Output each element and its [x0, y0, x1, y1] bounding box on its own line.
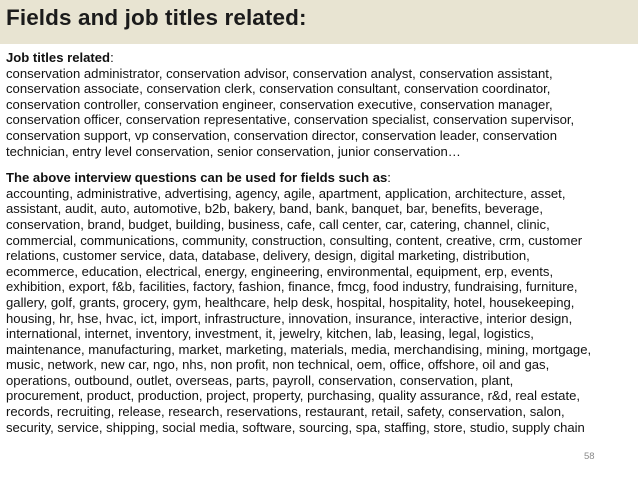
- fields-line: records, recruiting, release, research, reservations, restaurant, retail, safety, conservation, salon,: [6, 404, 565, 420]
- slide-content: [6, 50, 632, 435]
- fields-line: gallery, golf, grants, grocery, gym, healthcare, help desk, hospital, hospitality, hotel, housekeeping,: [6, 294, 575, 310]
- job-titles-list: [6, 66, 632, 160]
- fields-line: conservation, brand, budget, building, business, cafe, call center, car, catering, channel, clinic,: [6, 216, 550, 232]
- fields-line: music, network, new car, ngo, nhs, non profit, non technical, oem, office, offshore, oil and gas,: [6, 357, 550, 373]
- fields-line: ecommerce, education, electrical, energy, engineering, environmental, equipment, erp, events,: [6, 263, 554, 279]
- job-titles-line: conservation officer, conservation representative, conservation specialist, conservation supervisor,: [6, 112, 575, 128]
- fields-line: procurement, product, production, project, property, purchasing, quality assurance, r&d, real estate,: [6, 388, 581, 404]
- title-bar: [0, 0, 638, 44]
- fields-heading: [6, 170, 632, 186]
- fields-line: operations, outbound, outlet, overseas, parts, payroll, conservation, conservation, plant,: [6, 372, 514, 388]
- job-titles-line: conservation associate, conservation clerk, conservation consultant, conservation coordinator,: [6, 81, 551, 97]
- fields-line: housing, hr, hse, hvac, ict, import, infrastructure, innovation, insurance, interactive, interior design,: [6, 310, 573, 326]
- fields-list: [6, 186, 632, 436]
- fields-line: relations, customer service, data, database, delivery, design, digital marketing, distribution,: [6, 248, 530, 264]
- job-titles-line: technician, entry level conservation, senior conservation, junior conservation…: [6, 143, 461, 159]
- fields-line: commercial, communications, community, construction, consulting, content, creative, crm, customer: [6, 232, 583, 248]
- fields-line: international, internet, inventory, investment, it, jewelry, kitchen, lab, leasing, legal, logistics,: [6, 326, 534, 342]
- fields-heading-text: The above interview questions can be used for fields such as: [6, 170, 388, 186]
- job-titles-heading-text: Job titles related: [6, 50, 111, 65]
- fields-heading-colon: :: [387, 170, 391, 186]
- job-titles-line: conservation controller, conservation engineer, conservation executive, conservation manager,: [6, 96, 553, 112]
- fields-line: exhibition, export, f&b, facilities, factory, fashion, finance, fmcg, food industry, fundraising, furniture,: [6, 279, 578, 295]
- page-number: 58: [584, 451, 595, 462]
- fields-line: assistant, audit, auto, automotive, b2b, bakery, band, bank, banquet, bar, benefits, beverage,: [6, 201, 543, 217]
- fields-line: maintenance, manufacturing, market, marketing, materials, media, merchandising, mining, mortgage,: [6, 341, 592, 357]
- fields-line: security, service, shipping, social media, software, sourcing, spa, staffing, store, studio, supply chain: [6, 419, 585, 435]
- slide-title: Fields and job titles related:: [6, 5, 307, 30]
- fields-line: accounting, administrative, advertising, agency, agile, apartment, application, architecture, asset,: [6, 185, 566, 201]
- section-spacer: [6, 159, 632, 170]
- job-titles-line: conservation administrator, conservation advisor, conservation analyst, conservation assistant,: [6, 65, 553, 81]
- job-titles-heading: [6, 50, 632, 66]
- job-titles-line: conservation support, vp conservation, conservation director, conservation leader, conservation: [6, 127, 557, 143]
- job-titles-heading-colon: :: [110, 50, 114, 65]
